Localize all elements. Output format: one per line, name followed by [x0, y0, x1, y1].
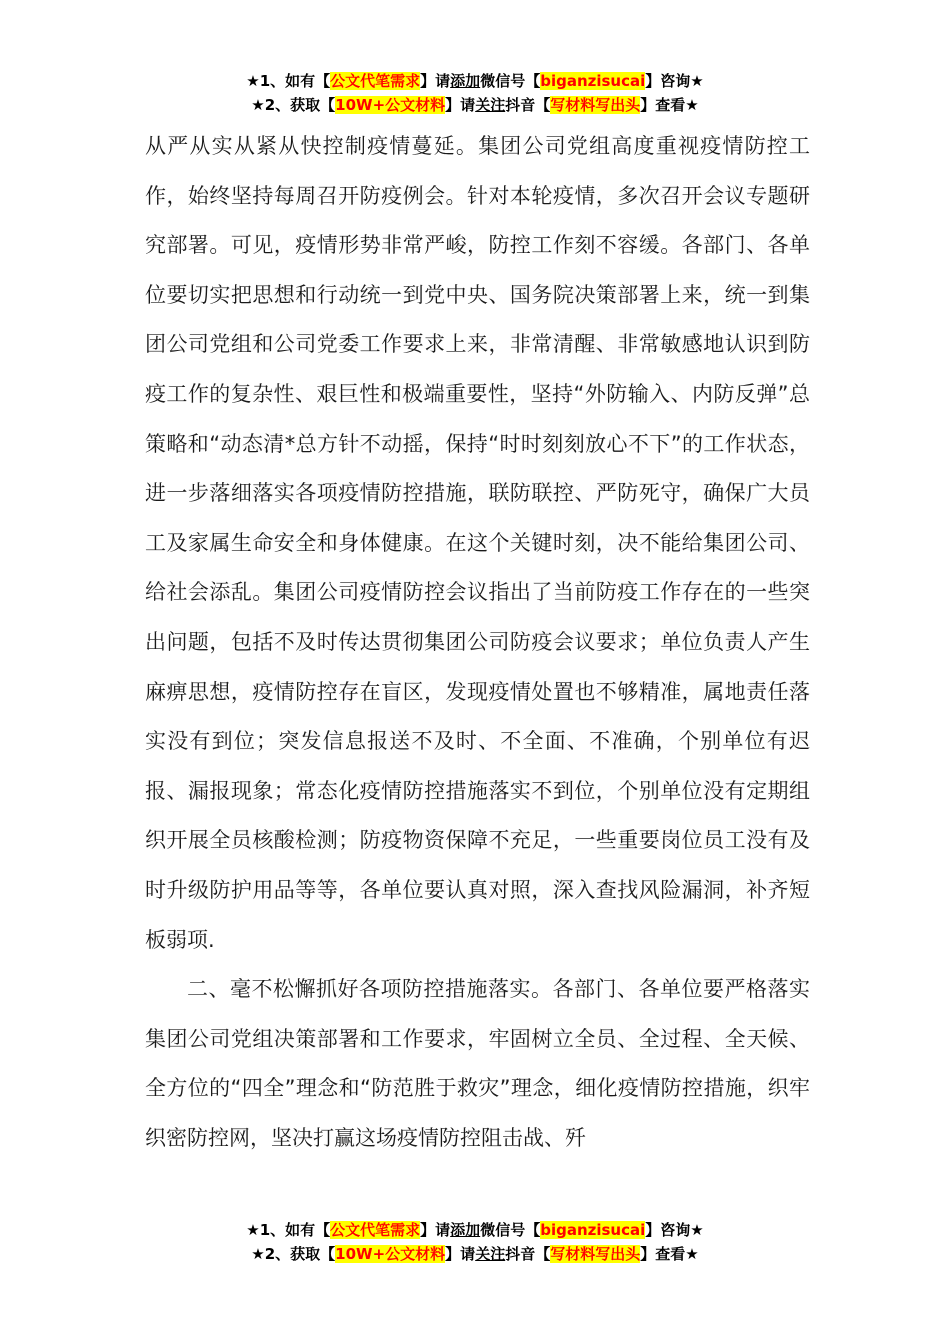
promo-text: 】请 [420, 72, 451, 90]
document-body [145, 122, 810, 1163]
promo-underline: 添加 [450, 72, 481, 90]
promo-highlight: 公文代笔需求 [330, 1221, 421, 1239]
promo-line-2 [0, 1242, 950, 1266]
promo-text: 2、获取【 [264, 1245, 336, 1263]
promo-underline: 添加 [450, 1221, 481, 1239]
promo-douyin-account: 写材料写出头 [550, 96, 641, 114]
paragraph: 二、毫不松懈抓好各项防控措施落实。各部门、各单位要严格落实集团公司党组决策部署和工作要求，牢固树立全员、全过程、全天候、全方位的“四全”理念和“防范胜于救灾”理念，细化疫情防控措施，织牢织密防控网，坚决打赢这场疫情防控阻击战、歼 [145, 977, 810, 1150]
promo-banner-top [0, 69, 950, 117]
promo-text: 抖音【 [505, 96, 551, 114]
promo-wechat-id: biganzisucai [540, 72, 646, 90]
promo-line-1 [0, 69, 950, 93]
promo-text: 2、获取【 [264, 96, 336, 114]
promo-text: 】请 [420, 1221, 451, 1239]
promo-douyin-account: 写材料写出头 [550, 1245, 641, 1263]
promo-line-2 [0, 93, 950, 117]
promo-underline: 关注 [475, 1245, 506, 1263]
promo-text: 】查看 [640, 96, 686, 114]
promo-text: 1、如有【 [259, 72, 331, 90]
promo-wechat-id: biganzisucai [540, 1221, 646, 1239]
star-icon: ★ [246, 72, 260, 90]
promo-highlight: 公文代笔需求 [330, 72, 421, 90]
star-icon: ★ [685, 96, 699, 114]
promo-line-1 [0, 1218, 950, 1242]
star-icon: ★ [690, 72, 704, 90]
promo-highlight: 10W+公文材料 [335, 1245, 446, 1263]
promo-text: 抖音【 [505, 1245, 551, 1263]
star-icon: ★ [690, 1221, 704, 1239]
promo-text: 】咨询 [645, 1221, 691, 1239]
promo-text: 】请 [445, 96, 476, 114]
promo-underline: 关注 [475, 96, 506, 114]
star-icon: ★ [246, 1221, 260, 1239]
promo-text: 】咨询 [645, 72, 691, 90]
promo-highlight: 10W+公文材料 [335, 96, 446, 114]
paragraph: 从严从实从紧从快控制疫情蔓延。集团公司党组高度重视疫情防控工作，始终坚持每周召开防疫例会。针对本轮疫情，多次召开会议专题研究部署。可见，疫情形势非常严峻，防控工作刻不容缓。各部门、各单位要切实把思想和行动统一到党中央、国务院决策部署上来，统一到集团公司党组和公司党委工作要求上来，非常清醒、非常敏感地认识到防疫工作的复杂性、艰巨性和极端重要性，坚持“外防输入、内防反弹”总策略和“动态清*总方针不动摇，保持“时时刻刻放心不下”的工作状态，进一步落细落实各项疫情防控措施，联防联控、严防死守，确保广大员工及家属生命安全和身体健康。在这个关键时刻，决不能给集团公司、给社会添乱。集团公司疫情防控会议指出了当前防疫工作存在的一些突出问题，包括不及时传达贯彻集团公司防疫会议要求；单位负责人产生麻痹思想，疫情防控存在盲区，发现疫情处置也不够精准，属地责任落实没有到位；突发信息报送不及时、不全面、不准确，个别单位有迟报、漏报现象；常态化疫情防控措施落实不到位，个别单位没有定期组织开展全员核酸检测；防疫物资保障不充足，一些重要岗位员工没有及时升级防护用品等等，各单位要认真对照，深入查找风险漏洞，补齐短板弱项. [145, 134, 810, 952]
star-icon: ★ [251, 96, 265, 114]
promo-text: 微信号【 [480, 72, 541, 90]
star-icon: ★ [685, 1245, 699, 1263]
promo-text: 1、如有【 [259, 1221, 331, 1239]
star-icon: ★ [251, 1245, 265, 1263]
promo-text: 】查看 [640, 1245, 686, 1263]
promo-text: 微信号【 [480, 1221, 541, 1239]
promo-text: 】请 [445, 1245, 476, 1263]
promo-banner-bottom [0, 1218, 950, 1266]
